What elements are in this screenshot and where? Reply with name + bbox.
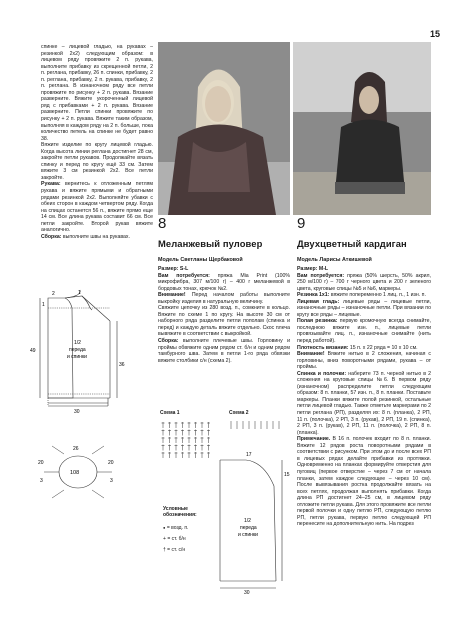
legend-item-sc	[163, 534, 188, 545]
legend-title: Условные обозначения:	[163, 506, 197, 519]
dim-1a: 1	[78, 290, 81, 296]
p9-attention-text: Вяжите нитью в 2 сложения, начиная с горловины, вниз поворотными рядами, рукава – от проймы.	[297, 351, 431, 371]
p9-materials	[297, 273, 431, 293]
piece-label-1: 1/2	[74, 340, 81, 346]
p8-size-value: S-L	[179, 266, 189, 272]
photo-pullover	[158, 42, 290, 215]
left-lead-3: Рукава:	[41, 181, 61, 188]
left-lead-4: Сборка:	[41, 233, 62, 240]
dim8-label-2: переда	[240, 525, 257, 531]
left-paragraph-2: Вяжите изделие по кругу лицевой гладью. Когда высота линии реглана достигнет 28 см, закройте петли рукавов. Продолжайте вязать спинку и перед по кругу ещё 33 см. Затем вяжите 3 см резинкой 2х2. Все петли закройте.	[41, 142, 153, 181]
legend-text-dc: = ст. с/н	[167, 547, 186, 553]
piece-label-3: и спинки	[67, 354, 87, 360]
dim8-30: 30	[244, 590, 250, 596]
dim8-15: 15	[284, 472, 290, 478]
p9-stockinette-text: лицевые ряды – лицевые петли, изнаночные ряды – изнаночные петли. При вязании по кругу все ряды – лицевые.	[297, 298, 431, 318]
p9-materials-text: пряжа (50% шерсть, 50% акрил, 250 м/100 г) – 700 г черного цвета и 200 г зеленого цвета, круговые спицы №5 и №6, маркеры.	[297, 272, 431, 292]
p9-note-text: В 16 п. полочек входит по 8 п. планки. Вяжите 12 рядов роста поворотными рядами в соответствии с рисунком. При этом до и после всех РП в лицевых рядах делайте прибавки из протяжки. Одновременно на планках формируйте отверстия для пуговиц (первое отверстие – через 7 см от начала планки, затем каждое следующее – через 10 см). После вывязывания ростка продолжайте вязать на всех петлях, продолжая выполнять прибавки. Когда длина РП достигнет 24–25 см, в лицевом ряду отложите петли рукава. Для этого провяжите все петли первой полочки и одну петлю РП, следующую петлю РП, петли рукава, первую петлю следующей РП перенесите на дополнительную нить. На подрез	[297, 436, 431, 528]
single-crochet-icon: +	[163, 536, 166, 542]
pullover-schematic	[22, 286, 152, 416]
scheme-2-chart	[228, 418, 286, 432]
legend	[163, 522, 188, 556]
dim-3a: 3	[40, 478, 43, 484]
legend-text-sc: = ст. б/н	[167, 536, 186, 542]
p8-materials-text: пряжа Mia Print (100% микрофибра, 307 м/100 г) – 400 г меланжевой в бордовых тонах, крючок №2.	[158, 272, 290, 292]
p9-size-value: M-L	[318, 266, 329, 272]
p9-materials-label: Вам потребуется:	[297, 272, 345, 279]
double-crochet-icon: †	[163, 547, 166, 553]
left-text-3: вернитесь к отложенным петлям рукава и вяжите прямыми и обратными рядами резинкой 2х2. Выполняйте убавки с обеих сторон в каждом четвертом ряду. Когда на спицах останется 56 п., вяжите прямо еще 14 см. Все длина рукава составит 66 см. Все петли закройте. Второй рукав вяжите аналогично.	[41, 181, 153, 234]
piece-label-2: переда	[69, 347, 86, 353]
p9-stockinette-label: Лицевая гладь:	[297, 298, 340, 305]
dim8-label-3: и спинки	[238, 532, 258, 538]
dim-30: 30	[74, 409, 80, 415]
p9-rib-text: вяжите попеременно 1 лиц. п., 1 изн. п.	[330, 292, 426, 299]
p9-attention	[297, 351, 431, 371]
p8-attention-text: Перед началом работы выполните выкройку изделия в натуральную величину.	[158, 292, 290, 305]
p9-gauge-label: Плотность вязания:	[297, 344, 349, 351]
page-number: 15	[429, 29, 440, 39]
legend-item-dc	[163, 545, 188, 556]
p9-note-label: Примечание.	[297, 436, 331, 443]
left-column-text	[41, 44, 153, 240]
scheme-1-chart	[160, 418, 216, 458]
left-paragraph-3	[41, 181, 153, 233]
pattern-8-title: Меланжевый пуловер	[158, 238, 263, 249]
p9-attention-label: Внимание!	[297, 351, 325, 358]
pullover-8-schematic	[216, 446, 292, 596]
pattern-8-number: 8	[158, 215, 167, 232]
chain-stitch-icon: ●	[163, 525, 166, 530]
dim8-17: 17	[246, 452, 252, 458]
p9-back-fronts-text: наберите 73 п. черной нитью в 2 сложения на круговые спицы №6. В первом ряду (изнаночном) распределите петли следующим образом: 8 п. планки, 57 изн. п., 8 п. планки. Поставьте маркеры. Планки вяжите полой резинкой, остальные петли лицевой гладью. Также отметьте маркерами по 2 петли реглана (РП), разделяя их: 8 п. (планка), 2 РП, 11 п. (полочка), 2 РП, 3 п. (рукав), 2 РП, 19 п. (спинка), 2 РП, 3 п. (рукав), 2 РП, 11 п. (полочка), 2 РП, 8 п. (планка).	[297, 370, 431, 436]
legend-item-chain	[163, 522, 188, 534]
p9-gauge-text: 15 п. х 22 ряда = 10 х 10 см.	[349, 344, 418, 351]
dim-2: 2	[52, 291, 55, 297]
dim-3b: 3	[110, 478, 113, 484]
dim8-label-1: 1/2	[244, 518, 251, 524]
photo-cardigan	[293, 42, 431, 215]
pattern-9-model: Модель Ларисы Аткишевой	[297, 257, 372, 263]
pattern-8-text	[158, 266, 290, 364]
p9-back-fronts	[297, 371, 431, 436]
p9-note	[297, 436, 431, 528]
p8-attention	[158, 292, 290, 305]
left-text-4: выполните швы на рукавах.	[61, 233, 130, 240]
scheme-1-label: Схема 1	[160, 410, 180, 416]
p8-attention-label: Внимание!	[158, 292, 186, 299]
dim-26: 26	[73, 446, 79, 452]
p9-rib-label: Резинка 1х1:	[297, 292, 330, 299]
dim-36: 36	[119, 362, 125, 368]
left-paragraph-4	[41, 234, 153, 241]
collar-schematic	[30, 432, 140, 507]
p8-size-label: Размер:	[158, 266, 179, 272]
p8-assembly-text: выполните плечевые швы. Горловину и проймы обвяжите одним рядом ст. б/н и одним рядом тамбурного шва. Затем в петли 1-го ряда обвязки вяжите столбики с/н (схема 2).	[158, 338, 290, 364]
legend-text-chain: = возд. п.	[166, 525, 189, 531]
p8-materials-label: Вам потребуется:	[158, 272, 210, 279]
dim-20a: 20	[38, 460, 44, 466]
pattern-9-number: 9	[297, 215, 306, 232]
p9-stockinette	[297, 299, 431, 319]
p9-hollow-rib-text: первую кромочную всегда снимайте, последнюю вяжите изн. п., лицевые петли провязывайте лиц. п., изнаночные снимайте (нить перед работой).	[297, 318, 431, 345]
dim-20b: 20	[108, 460, 114, 466]
scheme-2-label: Схема 2	[229, 410, 249, 416]
dim-108: 108	[70, 470, 80, 476]
pattern-9-text	[297, 266, 431, 528]
p9-size-label: Размер:	[297, 266, 318, 272]
p9-hollow-rib-label: Полая резинка:	[297, 318, 338, 325]
p9-hollow-rib	[297, 318, 431, 344]
dim-1b: 1	[42, 302, 45, 308]
p9-back-fronts-label: Спинка и полочки:	[297, 370, 347, 377]
dim-49: 49	[30, 348, 36, 354]
p8-assembly	[158, 338, 290, 364]
pattern-8-model: Модель Светланы Щербаковой	[158, 257, 243, 263]
pattern-9-title: Двухцветный кардиган	[297, 238, 407, 249]
p8-assembly-label: Сборка:	[158, 338, 179, 345]
left-paragraph-1: спинке – лицевой гладью, на рукавах – резинкой 2х2) следующим образом: в лицевом ряду провяжите 2 п. рукава, выполните прибавку из скрещенной петли, 2 п. реглана, прибавку, 26 п. спинки, прибавку, 2 п. реглана, прибавку, 2 п. рукава, прибавку, 2 п. реглана. В изнаночном ряду все петли провяжите по рисунку + 2 п. рукава. Вязание разверните. Вяжите укороченный лицевой ряд с прибавками + 2 п. рукава. Вязание разверните. Петли спинки провяжите по рисунку + 2 п. рукава. Вяжите таким образом, выполняя в каждом ряду на 2 п. больше, пока количество петель на спинке не будет равно 38.	[41, 44, 153, 142]
p8-body: Свяжите цепочку из 280 возд. п., сомкните в кольцо. Вяжите по схеме 1 по кругу. На высоте 30 см от наборного ряда разделите петли пополам (спинка и перед) и каждую деталь вяжите отдельно. Скос плеча вывяжите в соответствии с выкройкой.	[158, 305, 290, 338]
p8-materials	[158, 273, 290, 293]
